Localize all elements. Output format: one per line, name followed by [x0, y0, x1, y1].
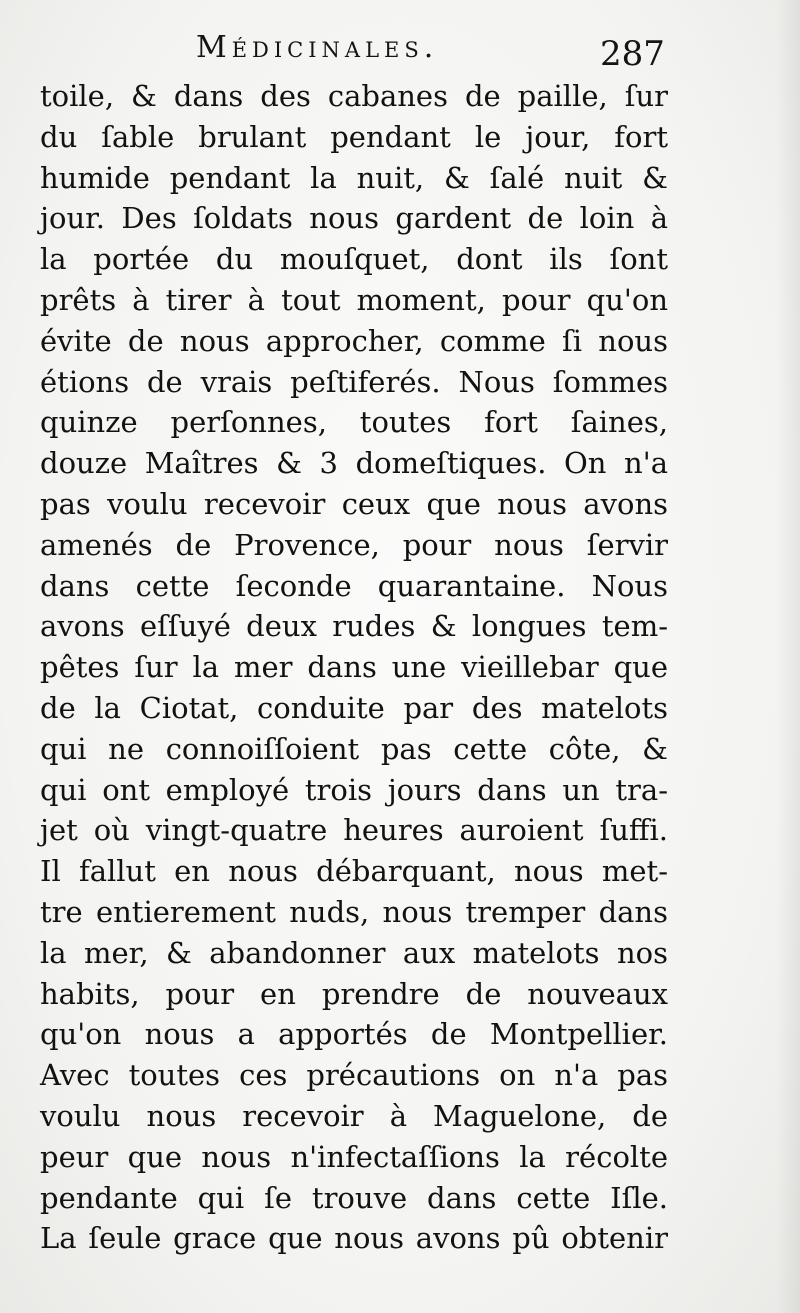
text-line: la portée du mouſquet, dont ils ſont — [40, 242, 668, 277]
text-line: pas voulu recevoir ceux que nous avons — [40, 486, 668, 521]
text-line: évite de nous approcher, comme ſi nous — [40, 323, 668, 358]
text-line: prêts à tirer à tout moment, pour qu'on — [40, 282, 668, 317]
page-header — [0, 30, 800, 78]
body-text — [40, 76, 668, 1259]
text-line: douze Maîtres & 3 domeſtiques. On n'a — [40, 446, 668, 481]
text-line: qui ont employé trois jours dans un tra- — [40, 772, 668, 807]
text-line: jet où vingt-quatre heures auroient ſuffi. — [40, 813, 668, 848]
text-line: pêtes ſur la mer dans une vieillebar que — [40, 650, 668, 685]
text-line: La ſeule grace que nous avons pû obtenir — [40, 1221, 668, 1256]
text-line: qu'on nous a apportés de Montpellier. — [40, 1017, 668, 1052]
text-line: qui ne connoiſſoient pas cette côte, & — [40, 731, 668, 766]
text-line: du ſable brulant pendant le jour, fort — [40, 119, 668, 154]
text-line: humide pendant la nuit, & ſalé nuit & — [40, 160, 668, 195]
page-number: 287 — [600, 34, 665, 74]
text-line: pendante qui ſe trouve dans cette Iſle. — [40, 1180, 668, 1215]
running-head: Médicinales. — [196, 30, 439, 65]
text-line: voulu nous recevoir à Maguelone, de — [40, 1098, 668, 1133]
text-line: la mer, & abandonner aux matelots nos — [40, 935, 668, 970]
text-line: toile, & dans des cabanes de paille, ſur — [40, 79, 668, 113]
text-line: habits, pour en prendre de nouveaux — [40, 976, 668, 1011]
page-edge-shadow — [776, 0, 800, 1313]
text-line: amenés de Provence, pour nous ſervir — [40, 527, 668, 562]
text-line: de la Ciotat, conduite par des matelots — [40, 690, 668, 725]
text-line: peur que nous n'infectaſſions la récolte — [40, 1139, 668, 1174]
text-line: avons eſſuyé deux rudes & longues tem- — [40, 609, 668, 644]
text-line: quinze perſonnes, toutes fort ſaines, — [40, 405, 668, 440]
text-line: jour. Des ſoldats nous gardent de loin à — [40, 201, 668, 236]
text-line: étions de vrais peſtiferés. Nous ſommes — [40, 364, 668, 399]
text-line: tre entierement nuds, nous tremper dans — [40, 894, 668, 929]
text-line: Avec toutes ces précautions on n'a pas — [40, 1058, 668, 1093]
text-line: Il fallut en nous débarquant, nous met- — [40, 854, 668, 889]
text-line: dans cette ſeconde quarantaine. Nous — [40, 568, 668, 603]
